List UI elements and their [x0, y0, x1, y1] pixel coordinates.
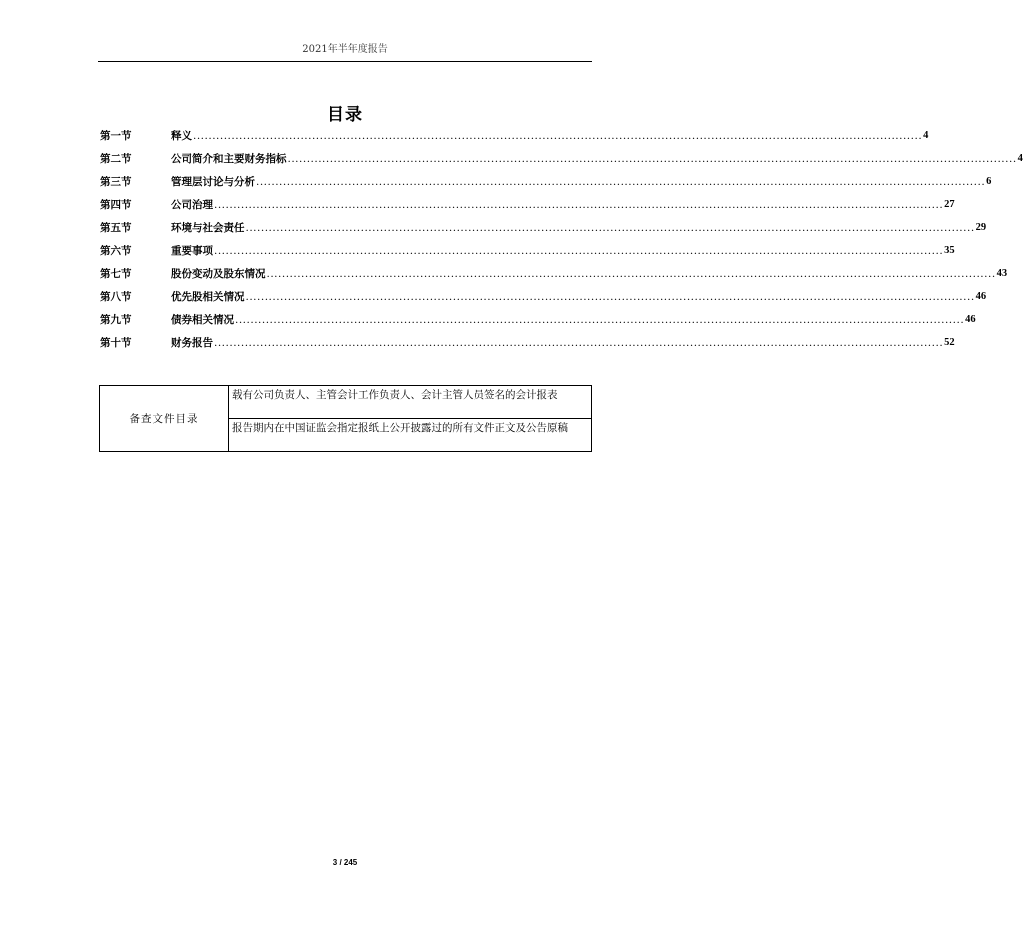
- toc-title: 目录: [327, 105, 363, 125]
- toc-page-number: 46: [965, 314, 976, 325]
- toc-section-number: 第十节: [100, 337, 132, 349]
- toc-page-number: 4: [923, 130, 929, 141]
- toc-section-number: 第二节: [100, 153, 132, 165]
- toc-section-name: 股份变动及股东情况: [171, 268, 266, 280]
- page-header: 2021年半年度报告: [98, 40, 592, 62]
- toc-page-number: 52: [944, 337, 955, 348]
- toc-page-number: 43: [996, 268, 1008, 279]
- toc-section-number: 第六节: [100, 245, 132, 257]
- toc-leader-dots: ..............................................................................................................................................................................................: [266, 268, 996, 280]
- toc-leader-dots: ..............................................................................................................................................................................................: [287, 153, 1017, 165]
- toc-entry[interactable]: [100, 143, 1023, 166]
- toc-entry[interactable]: [100, 281, 987, 304]
- toc-section-name: 优先股相关情况: [171, 291, 245, 303]
- page-number: 3 / 245: [332, 858, 358, 867]
- toc-page-number: 27: [944, 199, 955, 210]
- toc-page-number: 35: [944, 245, 955, 256]
- reference-documents-label: 备查文件目录: [100, 386, 229, 452]
- toc-section-name: 环境与社会责任: [171, 222, 245, 234]
- toc-entry[interactable]: [100, 120, 929, 143]
- toc-entry[interactable]: [100, 189, 955, 212]
- toc-section-number: 第八节: [100, 291, 132, 303]
- toc-page-number: 4: [1017, 153, 1023, 164]
- toc-leader-dots: ..............................................................................................................................................................................................: [193, 130, 923, 142]
- toc-section-number: 第九节: [100, 314, 132, 326]
- toc-page-number: 29: [975, 222, 987, 233]
- reference-documents-table: [99, 385, 592, 452]
- toc-section-number: 第五节: [100, 222, 132, 234]
- toc-leader-dots: ..............................................................................................................................................................................................: [235, 314, 965, 326]
- toc-entry[interactable]: [100, 258, 1008, 281]
- toc-section-name: 释义: [171, 130, 192, 142]
- reference-document-item: 报告期内在中国证监会指定报纸上公开披露过的所有文件正文及公告原稿: [229, 419, 592, 452]
- toc-section-number: 第三节: [100, 176, 132, 188]
- toc-section-number: 第四节: [100, 199, 132, 211]
- toc-page-number: 6: [986, 176, 992, 187]
- toc-leader-dots: ..............................................................................................................................................................................................: [214, 199, 944, 211]
- toc-leader-dots: ..............................................................................................................................................................................................: [214, 245, 944, 257]
- toc-section-name: 债券相关情况: [171, 314, 234, 326]
- toc-entry[interactable]: [100, 235, 955, 258]
- toc-entry[interactable]: [100, 166, 992, 189]
- toc-leader-dots: ..............................................................................................................................................................................................: [245, 291, 975, 303]
- toc-section-name: 公司简介和主要财务指标: [171, 153, 287, 165]
- table-row: [100, 386, 592, 419]
- toc-page-number: 46: [975, 291, 987, 302]
- toc-entry[interactable]: [100, 212, 987, 235]
- toc-section-name: 重要事项: [171, 245, 213, 257]
- toc-section-number: 第七节: [100, 268, 132, 280]
- reference-document-item: 载有公司负责人、主管会计工作负责人、会计主管人员签名的会计报表: [229, 386, 592, 419]
- toc-section-number: 第一节: [100, 130, 132, 142]
- toc-section-name: 管理层讨论与分析: [171, 176, 255, 188]
- toc-section-name: 财务报告: [171, 337, 213, 349]
- toc-leader-dots: ..............................................................................................................................................................................................: [214, 337, 944, 349]
- toc-leader-dots: ..............................................................................................................................................................................................: [256, 176, 986, 188]
- toc-list: [100, 120, 1023, 350]
- toc-section-name: 公司治理: [171, 199, 213, 211]
- toc-entry[interactable]: [100, 304, 976, 327]
- toc-leader-dots: ..............................................................................................................................................................................................: [245, 222, 975, 234]
- toc-entry[interactable]: [100, 327, 955, 350]
